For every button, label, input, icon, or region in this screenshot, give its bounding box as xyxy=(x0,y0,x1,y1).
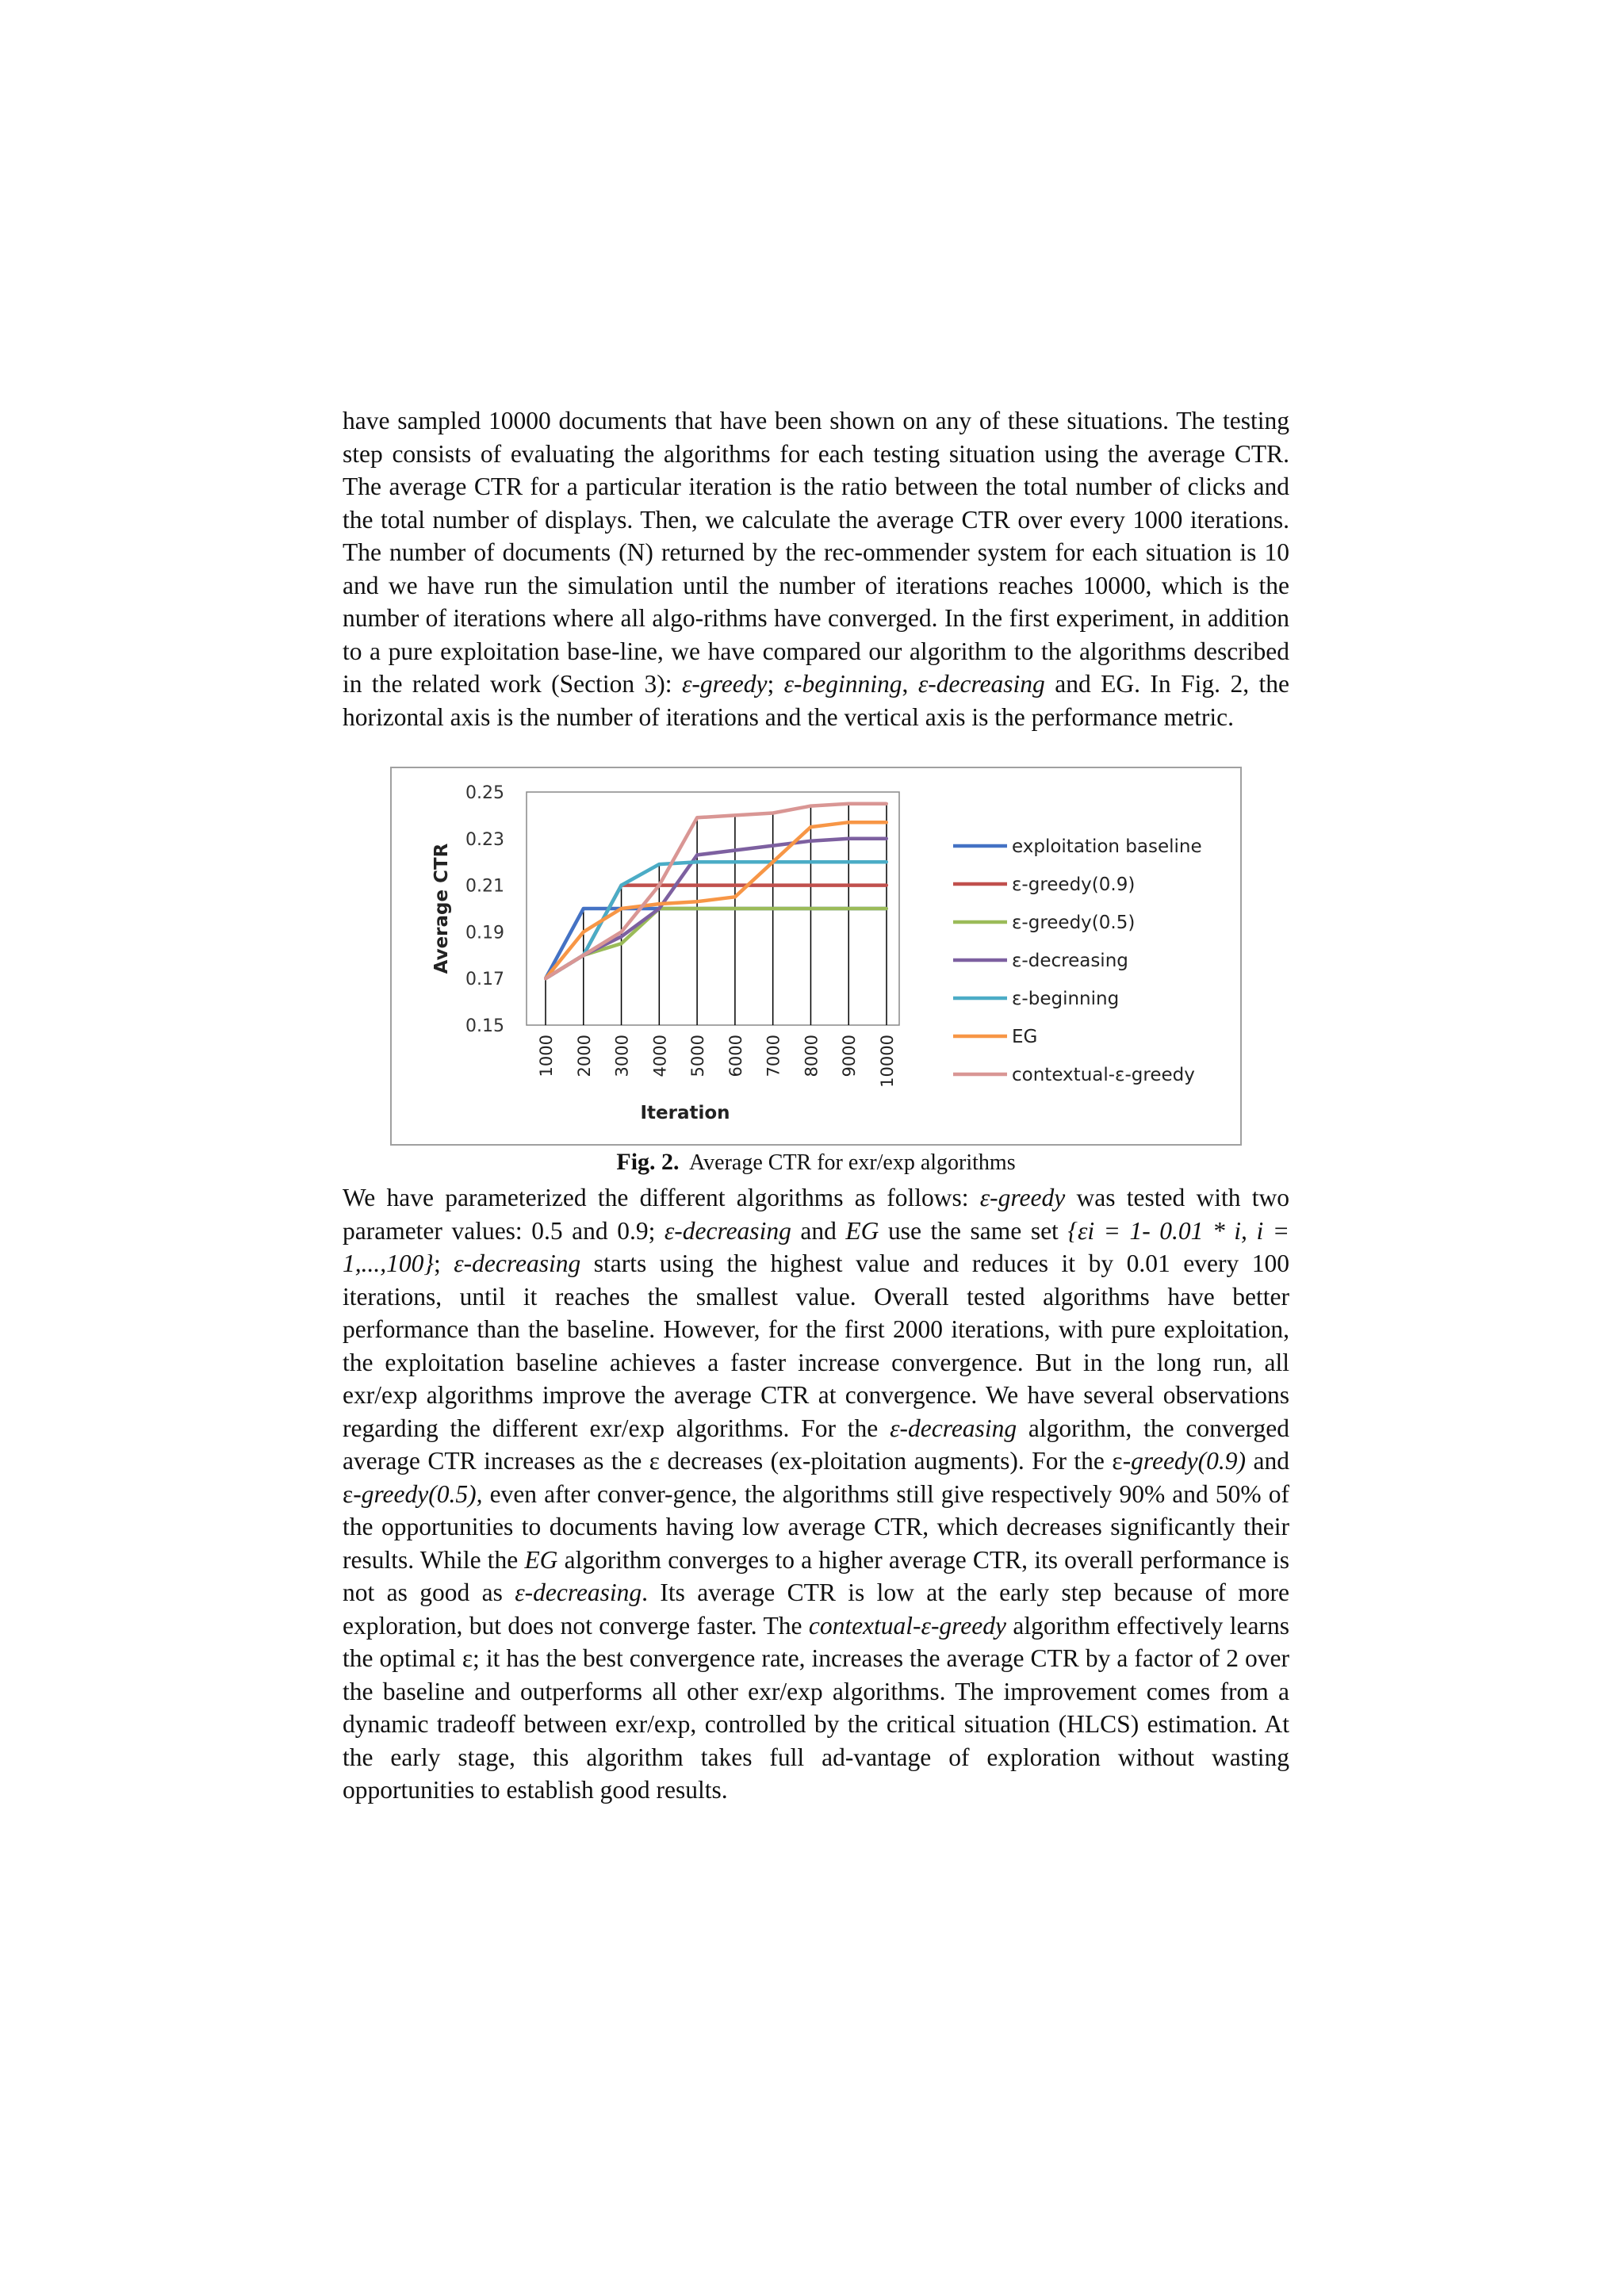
paragraph-2-text: algorithm, the converged average CTR increases as the ε decreases (ex-ploitation augments). For the ε- xyxy=(343,1414,1289,1475)
data-point xyxy=(733,849,737,852)
paragraph-1-text: and EG. In Fig. 2, the horizontal axis is the number of iterations and the vertical axis is the performance metric. xyxy=(343,670,1289,731)
data-point xyxy=(733,860,737,863)
data-point xyxy=(772,860,775,863)
y-tick-label: 0.17 xyxy=(465,970,504,990)
paragraph-2 xyxy=(343,1181,1289,1807)
paragraph-2-italic: ε-greedy xyxy=(979,1184,1066,1211)
paragraph-2-text: and xyxy=(791,1216,846,1245)
y-tick-label: 0.25 xyxy=(465,783,504,803)
data-point xyxy=(847,907,850,910)
y-tick-label: 0.19 xyxy=(465,923,504,943)
paragraph-2-italic: ε-decreasing xyxy=(515,1578,642,1606)
legend-label: ε-decreasing xyxy=(1012,951,1128,971)
data-point xyxy=(620,884,623,887)
legend-label: EG xyxy=(1012,1027,1038,1047)
paragraph-2-text: even after conver-gence, the algorithms still give respectively 90% and 50% of the opportunities to documents having low average CTR, which decreases significantly their results. While the xyxy=(343,1479,1289,1574)
series-line xyxy=(546,822,887,978)
paragraph-1-italic: ε-decreasing xyxy=(917,670,1045,698)
series-line xyxy=(546,862,887,978)
average-ctr-line-chart xyxy=(392,768,1240,1144)
data-point xyxy=(582,930,585,933)
legend-label: ε-greedy(0.9) xyxy=(1012,874,1136,895)
paragraph-1-text: , xyxy=(902,670,918,698)
data-point xyxy=(657,884,661,887)
paragraph-2-italic: {εi = 1- 0.01 * i, i = 1,...,100} xyxy=(343,1216,1289,1277)
x-tick-label: 8000 xyxy=(802,1035,822,1077)
figure-caption xyxy=(343,1148,1289,1177)
paragraph-2-text: use the same set xyxy=(879,1216,1068,1245)
paragraph-2-text: algorithm effectively learns the optimal ε; it has the best convergence rate, increases the average CTR by a factor of 2 over the baseline and outperforms all other exr/exp algorithms. The improvement comes from a dynamic tradeoff between exr/exp, controlled by the critical situation (HLCS) estimation. At the early stage, this algorithm takes full ad-vantage of exploration without wasting opportunities to establish good results. xyxy=(343,1611,1289,1804)
data-point xyxy=(620,942,623,945)
data-point xyxy=(695,900,699,903)
data-point xyxy=(885,802,888,806)
series-line xyxy=(546,909,887,978)
paragraph-1-italic: ε-greedy xyxy=(682,670,768,698)
paragraph-2-text: . Its average CTR is low at the early step because of more exploration, but does not converge faster. The xyxy=(343,1578,1289,1640)
paragraph-2-italic: EG xyxy=(845,1216,879,1245)
paragraph-2-italic: greedy(0.5), xyxy=(361,1479,483,1508)
data-point xyxy=(772,907,775,910)
data-point xyxy=(620,930,623,933)
x-tick-label: 10000 xyxy=(878,1035,897,1088)
data-point xyxy=(772,844,775,848)
paragraph-1-italic: ε-beginning xyxy=(783,670,902,698)
data-point xyxy=(733,813,737,817)
data-point xyxy=(809,860,812,863)
legend-label: ε-beginning xyxy=(1012,989,1120,1009)
data-point xyxy=(809,907,812,910)
data-point xyxy=(695,907,699,910)
paragraph-1-text: have sampled 10000 documents that have been shown on any of these situations. The testing step consists of evaluating the algorithms for each testing situation using the average CTR. The average CTR for a particular iteration is the ratio between the total number of clicks and the total number of displays. Then, we calculate the average CTR over every 1000 iterations. The number of documents (N) returned by the rec-ommender system for each situation is 10 and we have run the simulation until the number of iterations reaches 10000, which is the number of iterations where all algo-rithms have converged. In the first experiment, in addition to a pure exploitation base-line, we have compared our algorithm to the algorithms described in the related work (Section 3): xyxy=(343,407,1289,698)
data-point xyxy=(885,907,888,910)
data-point xyxy=(809,805,812,808)
paragraph-2-text: and ε- xyxy=(343,1447,1289,1508)
x-tick-label: 5000 xyxy=(688,1035,708,1077)
paragraph-2-italic: greedy(0.9) xyxy=(1131,1447,1247,1475)
data-point xyxy=(809,825,812,828)
y-tick-label: 0.21 xyxy=(465,876,504,897)
paragraph-2-italic: ε-decreasing xyxy=(890,1414,1017,1442)
data-point xyxy=(772,884,775,887)
legend-label: ε-greedy(0.5) xyxy=(1012,913,1136,933)
paragraph-1 xyxy=(343,404,1289,733)
data-point xyxy=(657,863,661,866)
y-tick-label: 0.23 xyxy=(465,829,504,850)
x-tick-label: 4000 xyxy=(650,1035,670,1077)
x-tick-label: 9000 xyxy=(840,1035,860,1077)
data-point xyxy=(695,816,699,819)
data-point xyxy=(582,907,585,910)
data-point xyxy=(695,853,699,856)
y-axis-label: Average CTR xyxy=(431,843,452,974)
paragraph-2-italic: ε-decreasing xyxy=(664,1216,791,1245)
data-point xyxy=(885,884,888,887)
data-point xyxy=(733,884,737,887)
paragraph-2-text: ; xyxy=(433,1249,454,1277)
data-point xyxy=(620,935,623,938)
data-point xyxy=(733,895,737,898)
x-tick-label: 6000 xyxy=(726,1035,745,1077)
legend-label: exploitation baseline xyxy=(1012,836,1202,857)
paragraph-2-italic: EG xyxy=(524,1545,558,1574)
data-point xyxy=(885,821,888,824)
data-point xyxy=(772,811,775,814)
data-point xyxy=(733,907,737,910)
paragraph-2-text: starts using the highest value and reduces it by 0.01 every 100 iterations, until it reaches the smallest value. Overall tested algorithms have better performance than the baseline. However, for the first 2000 iterations, with pure exploitation, the exploitation baseline achieves a faster increase convergence. But in the long run, all exr/exp algorithms improve the average CTR at convergence. We have several observations regarding the different exr/exp algorithms. For the xyxy=(343,1249,1289,1442)
data-point xyxy=(847,837,850,840)
data-point xyxy=(657,907,661,910)
data-point xyxy=(847,821,850,824)
data-point xyxy=(809,884,812,887)
paragraph-2-italic: ε-decreasing xyxy=(454,1249,581,1277)
data-point xyxy=(885,837,888,840)
x-tick-label: 1000 xyxy=(537,1035,556,1077)
data-point xyxy=(847,860,850,863)
figure-label: Fig. 2. xyxy=(616,1149,680,1175)
x-tick-label: 3000 xyxy=(612,1035,632,1077)
figure-2-frame xyxy=(390,767,1242,1146)
legend-label: contextual-ε-greedy xyxy=(1012,1065,1195,1085)
data-point xyxy=(544,977,547,980)
paragraph-2-text: algorithm converges to a higher average CTR, its overall performance is not as good as xyxy=(343,1545,1290,1606)
data-point xyxy=(582,954,585,957)
data-point xyxy=(847,884,850,887)
y-tick-label: 0.15 xyxy=(465,1016,504,1036)
series-line xyxy=(546,909,887,978)
data-point xyxy=(695,884,699,887)
x-tick-label: 7000 xyxy=(764,1035,783,1077)
paragraph-2-text: was tested with two parameter values: 0.5 and 0.9; xyxy=(343,1184,1289,1245)
data-point xyxy=(695,860,699,863)
paragraph-2-text: We have parameterized the different algorithms as follows: xyxy=(343,1184,980,1211)
data-point xyxy=(847,802,850,806)
data-point xyxy=(657,902,661,905)
data-point xyxy=(620,907,623,910)
figure-caption-text: Average CTR for exr/exp algorithms xyxy=(689,1150,1016,1175)
paragraph-1-text: ; xyxy=(767,670,784,698)
x-axis-label: Iteration xyxy=(640,1103,730,1123)
data-point xyxy=(809,840,812,843)
paragraph-2-italic: contextual-ε-greedy xyxy=(808,1611,1006,1640)
data-point xyxy=(885,860,888,863)
x-tick-label: 2000 xyxy=(574,1035,594,1077)
